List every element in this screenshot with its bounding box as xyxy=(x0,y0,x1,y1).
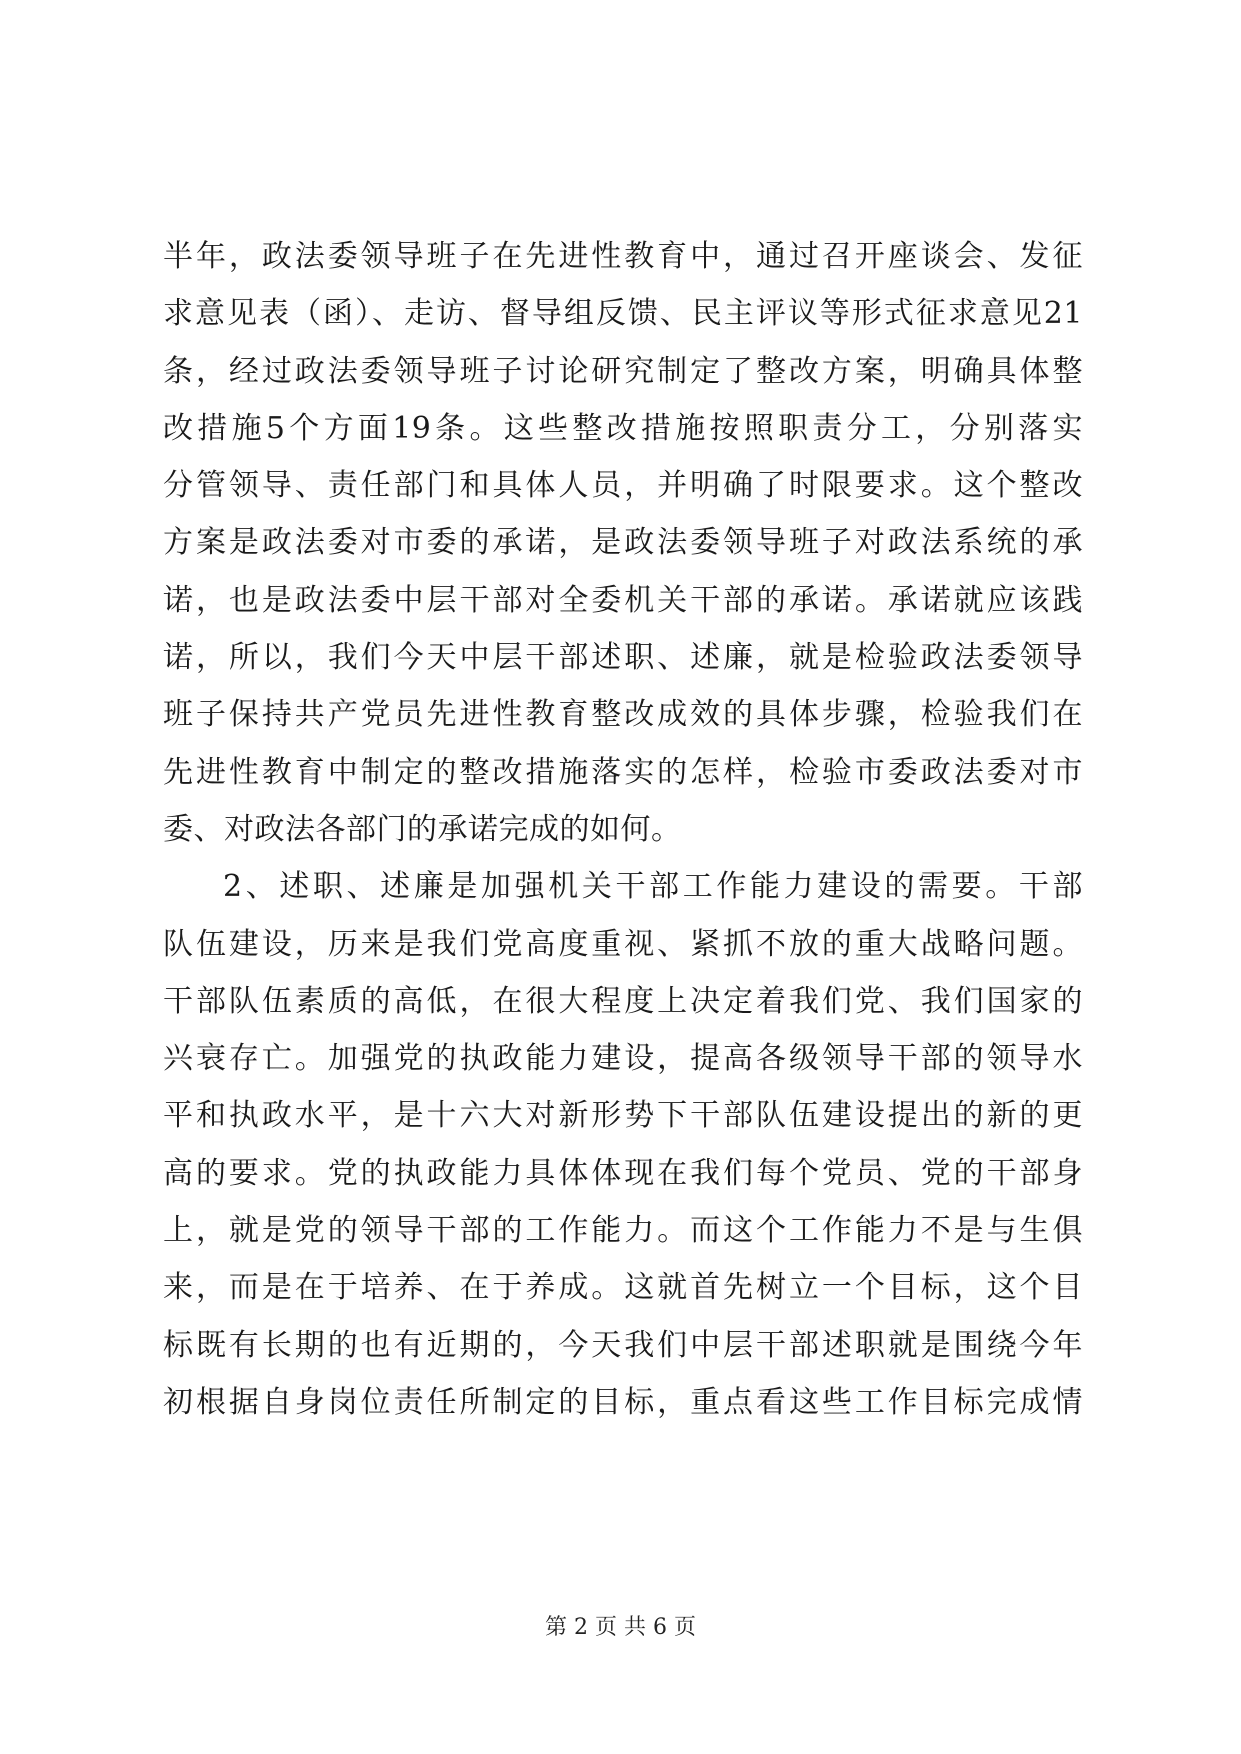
text-line: 条，经过政法委领导班子讨论研究制定了整改方案，明确具体整 xyxy=(163,353,1083,389)
text-line: 先进性教育中制定的整改措施落实的怎样，检验市委政法委对市 xyxy=(163,754,1083,790)
text-line: 标既有长期的也有近期的，今天我们中层干部述职就是围绕今年 xyxy=(163,1327,1083,1363)
text-line: 分管领导、责任部门和具体人员，并明确了时限要求。这个整改 xyxy=(163,468,1083,504)
text-line: 队伍建设，历来是我们党高度重视、紧抓不放的重大战略问题。 xyxy=(163,926,1083,962)
text-line: 诺，也是政法委中层干部对全委机关干部的承诺。承诺就应该践 xyxy=(163,582,1083,618)
text-line: 兴衰存亡。加强党的执政能力建设，提高各级领导干部的领导水 xyxy=(163,1041,1083,1077)
text-line: 求意见表（函）、走访、督导组反馈、民主评议等形式征求意见21 xyxy=(163,296,1083,332)
text-line: 来，而是在于培养、在于养成。这就首先树立一个目标，这个目 xyxy=(163,1270,1083,1306)
text-line-paragraph-end: 委、对政法各部门的承诺完成的如何。 xyxy=(163,811,682,847)
text-line: 班子保持共产党员先进性教育整改成效的具体步骤，检验我们在 xyxy=(163,697,1083,733)
text-line: 初根据自身岗位责任所制定的目标，重点看这些工作目标完成情 xyxy=(163,1384,1083,1420)
body-text xyxy=(163,228,1083,1431)
text-line: 半年，政法委领导班子在先进性教育中，通过召开座谈会、发征 xyxy=(163,239,1083,274)
text-line: 诺，所以，我们今天中层干部述职、述廉，就是检验政法委领导 xyxy=(163,640,1083,676)
text-line-paragraph-start: 2、述职、述廉是加强机关干部工作能力建设的需要。干部 xyxy=(223,869,1083,905)
page-number-footer: 第 2 页 共 6 页 xyxy=(545,1615,696,1640)
text-line: 高的要求。党的执政能力具体体现在我们每个党员、党的干部身 xyxy=(163,1155,1083,1191)
text-line: 干部队伍素质的高低，在很大程度上决定着我们党、我们国家的 xyxy=(163,983,1083,1019)
text-line: 改措施5个方面19条。这些整改措施按照职责分工，分别落实 xyxy=(163,410,1083,446)
text-line: 方案是政法委对市委的承诺，是政法委领导班子对政法系统的承 xyxy=(163,525,1083,561)
text-line: 上，就是党的领导干部的工作能力。而这个工作能力不是与生俱 xyxy=(163,1213,1083,1249)
text-line: 平和执政水平，是十六大对新形势下干部队伍建设提出的新的更 xyxy=(163,1098,1083,1134)
